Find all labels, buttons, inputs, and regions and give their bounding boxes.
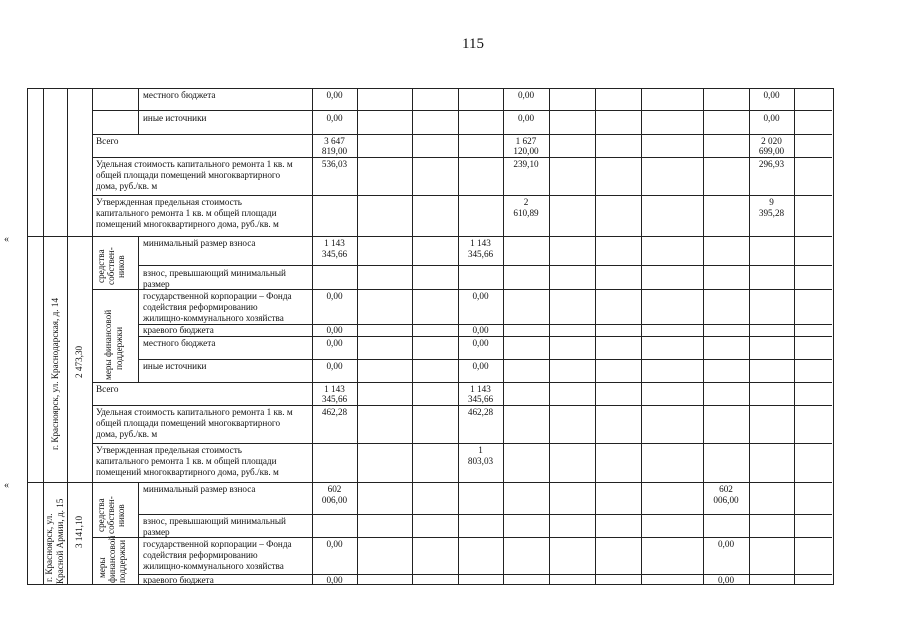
row-label: Удельная стоимость капитального ремонта 1 кв. м <box>96 407 293 417</box>
page-number: 115 <box>462 36 484 52</box>
cell-value: 0,00 <box>326 361 343 371</box>
cell-value: 0,00 <box>517 113 535 123</box>
cell-value: 2 020 <box>761 136 782 146</box>
group-support-label: меры <box>97 557 107 578</box>
cell-value: 1 143 <box>470 384 491 394</box>
col-line <box>92 88 93 584</box>
group-owners-label: ников <box>116 255 126 278</box>
row-label: содействия реформированию <box>143 302 258 312</box>
col-line <box>67 88 68 584</box>
col-line <box>43 88 44 584</box>
row-label: дома, руб./кв. м <box>96 429 158 439</box>
cell-value: 0,00 <box>472 325 489 335</box>
cell-value: 462,28 <box>467 407 494 417</box>
row-line <box>92 382 832 383</box>
row-label: Утвержденная предельная стоимость <box>96 445 242 455</box>
row-line <box>92 537 832 538</box>
row-line <box>92 443 832 444</box>
cell-value: 006,00 <box>321 495 348 505</box>
row-label: государственной корпорации – Фонда <box>143 539 292 549</box>
area-value: 3 141,10 <box>74 515 84 548</box>
cell-value: 3 647 <box>324 136 345 146</box>
opening-quote: « <box>4 480 9 491</box>
group-support-label: поддержки <box>114 327 124 370</box>
row-label: Всего <box>96 136 119 146</box>
group-support-label: меры финансовой <box>103 309 113 380</box>
row-label: помещений многоквартирного дома, руб./кв. м <box>96 219 279 229</box>
row-label: размер <box>143 527 170 537</box>
group-support-label: финансовой <box>107 535 117 583</box>
row-label: минимальный размер взноса <box>143 238 256 248</box>
row-label: взнос, превышающий минимальный <box>143 516 286 526</box>
row-label: содействия реформированию <box>143 550 258 560</box>
cell-value: 0,00 <box>326 539 343 549</box>
cell-value: 345,66 <box>467 249 494 259</box>
cell-value: 819,00 <box>321 146 348 156</box>
cell-value: 1 627 <box>515 136 537 146</box>
row-label: жилищно-коммунального хозяйства <box>143 313 284 323</box>
row-label: иные источники <box>143 361 207 371</box>
row-label: размер <box>143 279 170 289</box>
cell-value: 395,28 <box>758 208 785 218</box>
area-value: 2 473,30 <box>74 345 84 378</box>
cell-value: 0,00 <box>326 575 343 585</box>
cell-value: 296,93 <box>758 159 785 169</box>
cell-value: 345,66 <box>321 394 348 404</box>
cell-value: 1 143 <box>324 384 345 394</box>
row-label: местного бюджета <box>143 90 216 100</box>
row-label: общей площади помещений многоквартирного <box>96 170 281 180</box>
cell-value: 0,00 <box>326 90 343 100</box>
row-line <box>92 134 832 135</box>
row-label: Всего <box>96 384 119 394</box>
cell-value: 0,00 <box>472 338 489 348</box>
row-label: Удельная стоимость капитального ремонта 1 кв. м <box>96 159 293 169</box>
cell-value: 345,66 <box>467 394 494 404</box>
opening-quote: « <box>4 234 9 245</box>
cell-value: 006,00 <box>713 495 739 505</box>
row-label: Утвержденная предельная стоимость <box>96 197 242 207</box>
row-line <box>92 289 832 290</box>
col-line <box>138 236 139 382</box>
cell-value: 0,00 <box>326 338 343 348</box>
row-line <box>138 336 832 337</box>
block-line <box>27 482 832 483</box>
row-label: помещений многоквартирного дома, руб./кв. м <box>96 467 279 477</box>
block-line <box>27 236 832 237</box>
cell-value: 1 <box>478 445 483 455</box>
row-label: взнос, превышающий минимальный <box>143 268 286 278</box>
cell-value: 120,00 <box>513 146 539 156</box>
cell-value: 345,66 <box>321 249 348 259</box>
row-label: капитального ремонта 1 кв. м общей площади <box>96 456 277 466</box>
cell-value: 0,00 <box>717 539 735 549</box>
cell-value: 699,00 <box>758 146 785 156</box>
row-label: общей площади помещений многоквартирного <box>96 418 281 428</box>
col-line <box>138 88 139 134</box>
row-label: жилищно-коммунального хозяйства <box>143 561 284 571</box>
col-line <box>138 482 139 584</box>
row-label: капитального ремонта 1 кв. м общей площади <box>96 208 277 218</box>
cell-value: 803,03 <box>467 456 494 466</box>
group-owners-label: средства <box>96 249 106 283</box>
row-line <box>92 157 832 158</box>
cell-value: 9 <box>769 197 774 207</box>
cell-value: 0,00 <box>472 361 489 371</box>
cell-value: 0,00 <box>517 90 535 100</box>
row-label: краевого бюджета <box>143 575 214 585</box>
address-label: г. Красноярск, ул. Краснодарская, д. 14 <box>50 297 60 450</box>
row-line <box>138 359 832 360</box>
cell-value: 602 <box>719 484 733 494</box>
group-owners-label: ников <box>116 504 126 527</box>
row-line <box>138 265 832 266</box>
row-line <box>92 405 832 406</box>
group-support-label: поддержки <box>117 540 127 583</box>
cell-value: 0,00 <box>326 291 343 301</box>
cell-value: 536,03 <box>321 159 348 169</box>
group-owners-label: средства <box>96 498 106 532</box>
cell-value: 0,00 <box>326 113 343 123</box>
row-label: минимальный размер взноса <box>143 484 256 494</box>
group-owners-label: собствен- <box>106 247 116 285</box>
row-label: местного бюджета <box>143 338 216 348</box>
row-label: краевого бюджета <box>143 325 214 335</box>
cell-value: 462,28 <box>321 407 348 417</box>
row-label: государственной корпорации – Фонда <box>143 291 292 301</box>
cell-value: 2 <box>523 197 529 207</box>
group-owners-label: собствен- <box>106 496 116 534</box>
row-line <box>138 514 832 515</box>
cell-value: 602 <box>327 484 342 494</box>
cell-value: 1 143 <box>470 238 491 248</box>
cell-value: 0,00 <box>763 113 780 123</box>
address-label: г. Красноярск, ул. <box>44 513 54 582</box>
cell-value: 610,89 <box>513 208 539 218</box>
row-line <box>92 195 832 196</box>
address-label: Красной Армии, д. 15 <box>55 498 65 584</box>
cell-value: 1 143 <box>324 238 345 248</box>
row-line <box>92 110 832 111</box>
cell-value: 0,00 <box>472 291 489 301</box>
cell-value: 0,00 <box>326 325 343 335</box>
row-label: иные источники <box>143 113 207 123</box>
cell-value: 0,00 <box>763 90 780 100</box>
row-label: дома, руб./кв. м <box>96 181 158 191</box>
cell-value: 239,10 <box>513 159 539 169</box>
cell-value: 0,00 <box>717 575 735 585</box>
